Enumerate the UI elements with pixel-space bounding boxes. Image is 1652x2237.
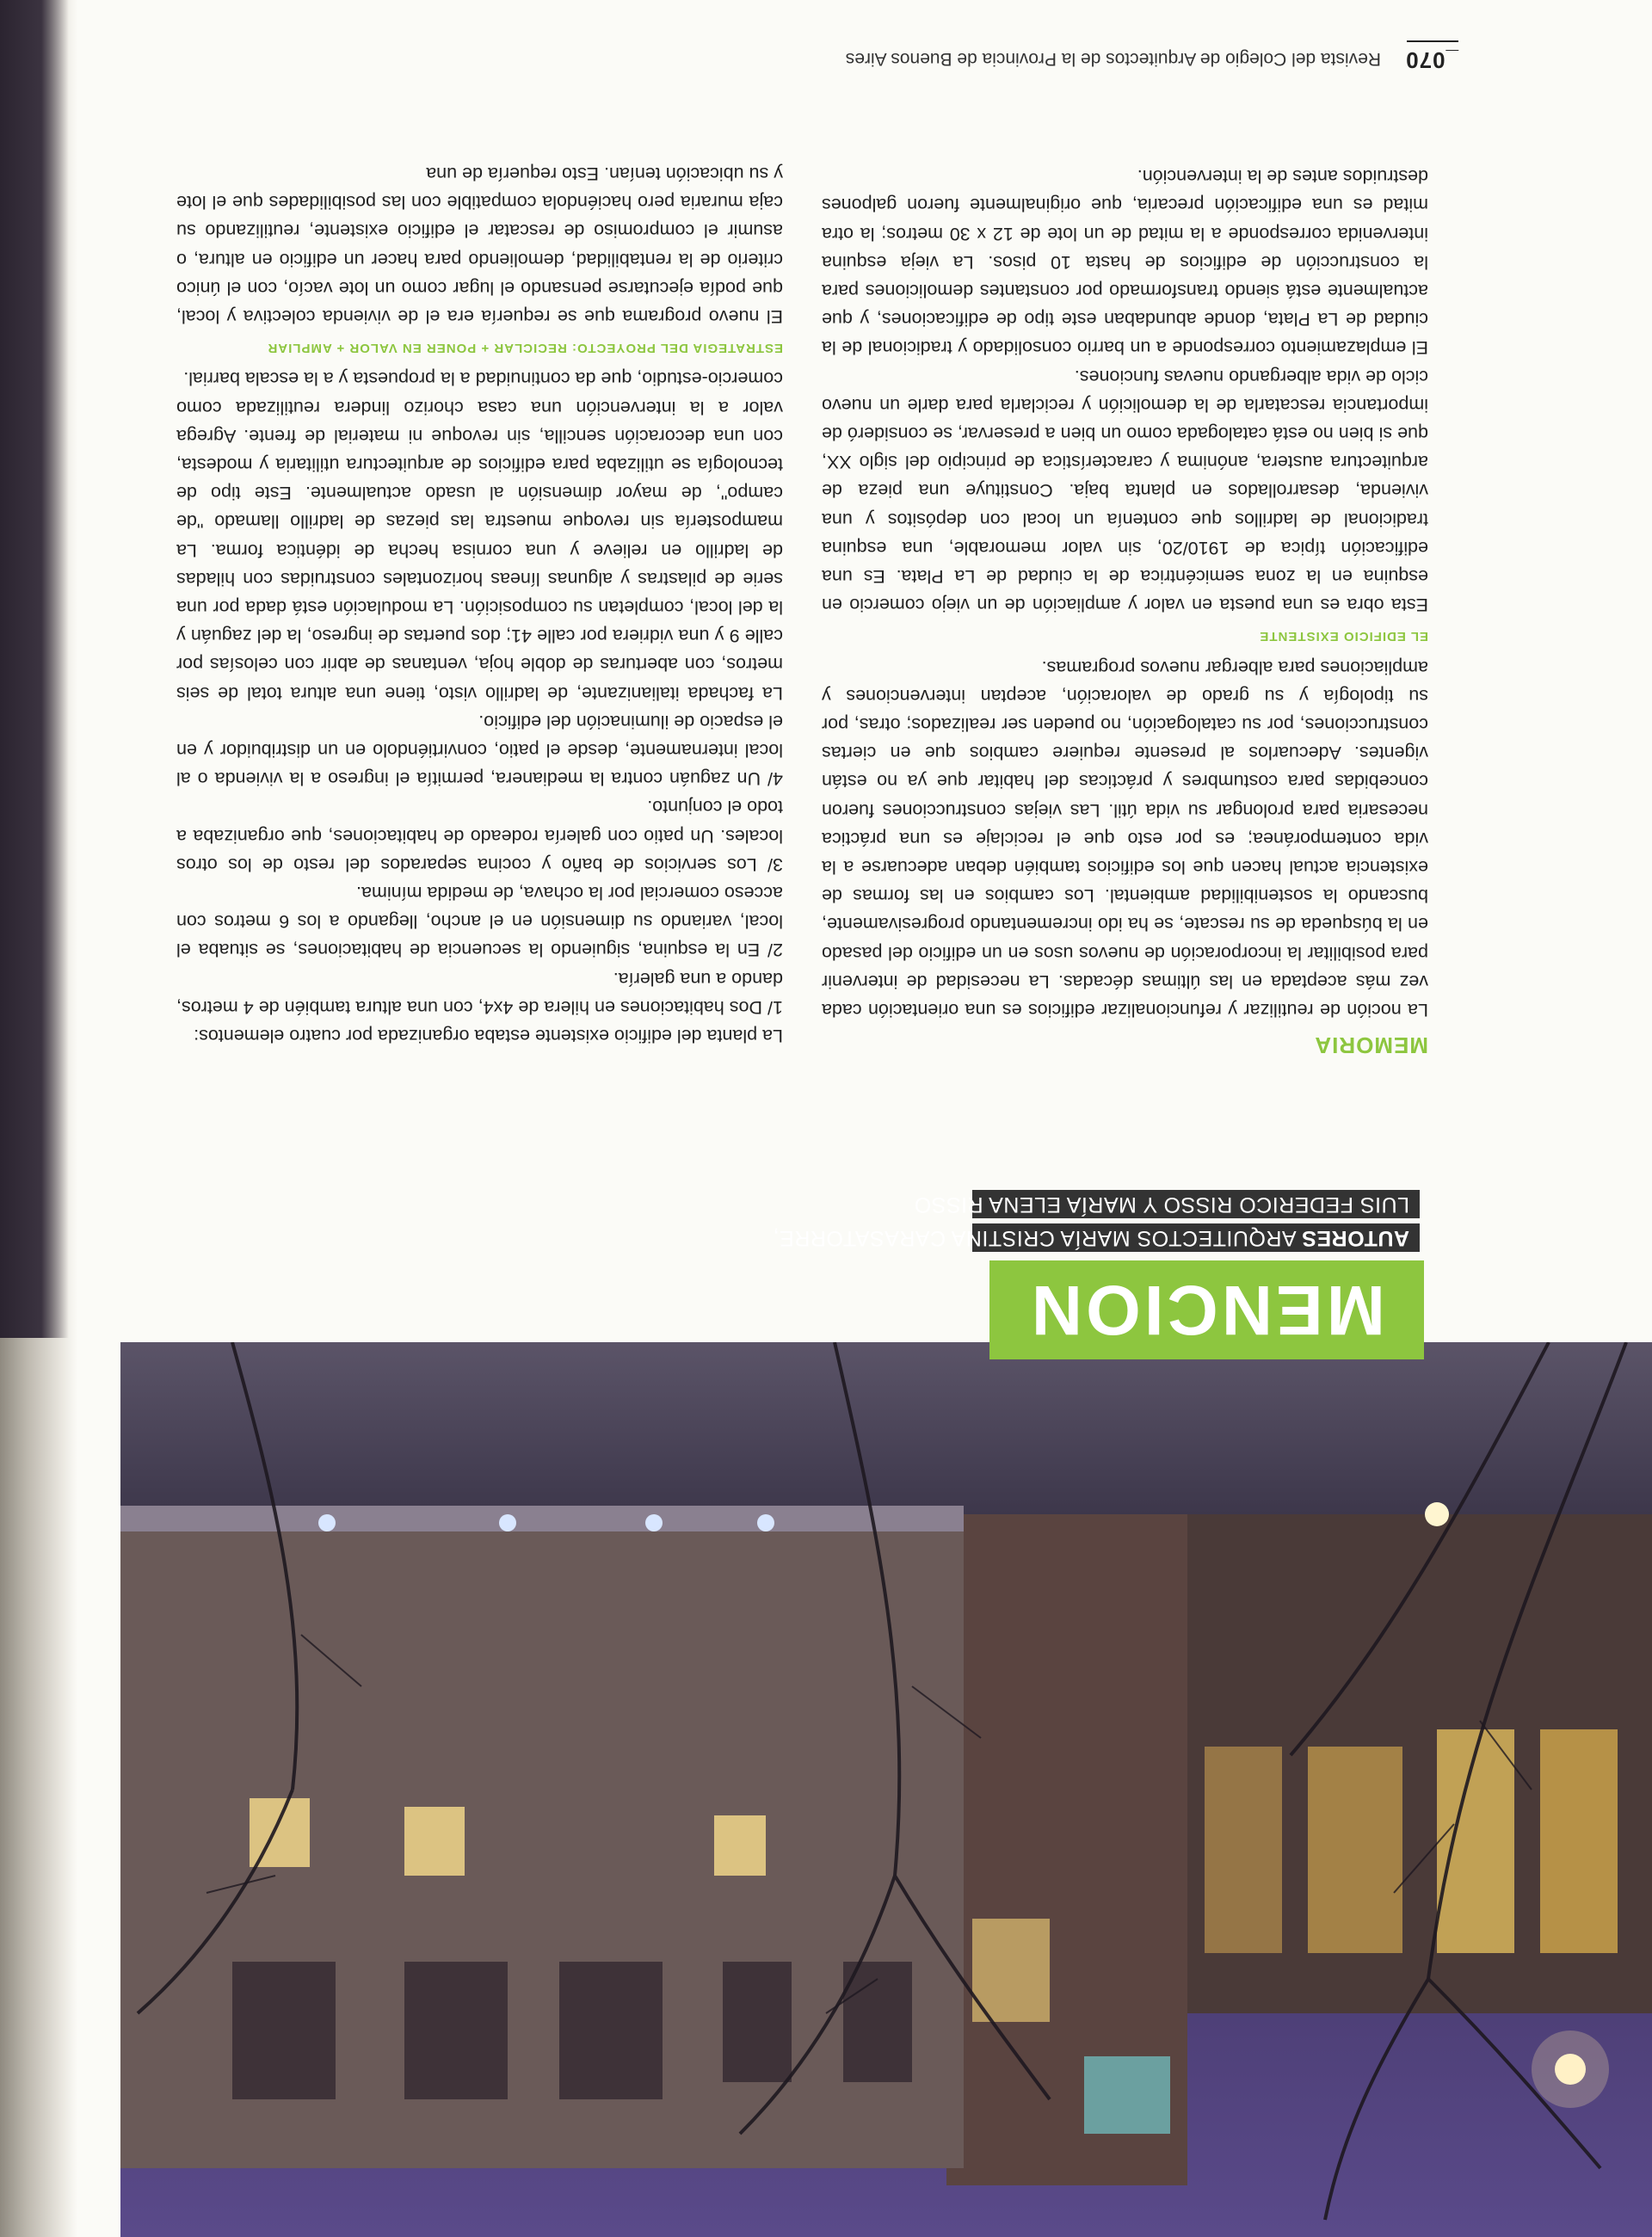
paragraph: La fachada italianizante, de ladrillo visto, tiene una altura total de seis metros, con aberturas de doble hoja, ventanas de abrir con celosías por calle 9 y una vidriera por calle 41; dos puertas de ingreso, la del zaguán y la del local, completan su composición. La modulación está dada por una serie de pilastras y algunas líneas horizontales construidas con hiladas de ladrillo en relieve y una cornisa hecha de idéntica forma. La mampostería sin revoque muestra las piezas de ladrillo llamado "de campo", de mayor dimensión al usado actualmente. Este tipo de tecnología se utilizaba para edificios de arquitectura utilitaria y modesta, con una decoración sencilla, sin revoque ni material de frente. Agrega valor a la intervención una casa chorizo lindera reutilizada como comercio-estudio, que da continuidad a la propuesta y a la escala barrial.: [176, 368, 783, 704]
night-building-image: [120, 1342, 1652, 2237]
authors-names-1: ARQUITECTOS MARÍA CRISTINA CARASATORRE,: [773, 1226, 1297, 1250]
header-rule: [1407, 40, 1458, 42]
paragraph: La planta del edificio existente estaba organizada por cuatro elementos:: [194, 1026, 783, 1046]
subheading: EL EDIFICIO EXISTENTE: [1259, 629, 1428, 644]
paragraph: El emplazamiento corresponde a un barrio consolidado y tradicional de la ciudad de La Plata, donde abundaban este tipo de edificaciones, y que actualmente está siendo transformado por constantes demoliciones para la construcción de edificios de hasta 10 pisos. La vieja esquina intervenida corresponde a la mitad de un lote de 12 x 30 metros; la otra mitad es una edificación precaria, que originalmente fueron galpones destruidos antes de la intervención.: [822, 166, 1428, 359]
mencion-badge: MENCION: [989, 1260, 1424, 1359]
text-column-right: [176, 159, 783, 1050]
list-item: 1/ Dos habitaciones en hilera de 4x4, con una altura también de 4 metros, dando a una galería.: [176, 968, 783, 1018]
authors-line-1: [773, 1223, 1420, 1252]
authors-line-2: LUIS FEDERICO RISSO Y MARÍA ELENA RISSO: [972, 1190, 1420, 1218]
list-item: 4/ Un zaguán contra la medianera, permitía el ingreso a la vivienda o al local internamente, desde el patio, convirtiéndolo en un distribuidor y en el espacio de iluminación del edificio.: [176, 711, 783, 790]
list-item: 2/ En la esquina, siguiendo la secuencia de habitaciones, se situaba el local, variando su dimensión en el ancho, llegando a los 6 metros con acceso comercial por la ochava, de medida mínima.: [176, 882, 783, 961]
list-item: 3/ Los servicios de baño y cocina separados del resto de los otros locales. Un patio con galería rodeado de habitaciones, que organizaba a todo el conjunto.: [176, 797, 783, 875]
authors-label: AUTORES: [1301, 1226, 1409, 1250]
paragraph: El nuevo programa que se requería era el de vivienda colectiva y local, que podía ejecutarse pensando el lugar como un lote vacío, con el único criterio de la rentabilidad, demoliendo para hacer un edificio en altura, o asumir el compromiso de rescatar el edificio existente, reutilizando su caja muraria pero haciéndola compatible con las posibilidades que el lote y su ubicación tenían. Esto requería de una: [176, 163, 783, 327]
paragraph: La noción de reutilizar y refuncionalizar edificios es una orientación cada vez más aceptada en las últimas décadas. La necesidad de intervenir para posibilitar la incorporación de nuevos usos en un edificio del pasado en la búsqueda de su rescate, se ha ido incrementando progresivamente, buscando la sostenibilidad ambiental. Los cambios en las formas de existencia actual hacen que los edificios también deban adecuarse a la vida contemporánea; es por esto que el reciclaje es una práctica necesaria para prolongar su vida útil. Las viejas construcciones fueron concebidas para costumbres y prácticas del habitar que ya no están vigentes. Adecuarlos al presente requiere cambios que en ciertas construcciones, por su catalogación, no pueden ser realizados; otras, por su tipología y su grado de valoración, aceptan intervenciones y ampliaciones para albergar nuevos programas.: [822, 656, 1428, 1020]
magazine-title: Revista del Colegio de Arquitectos de la Provincia de Buenos Aires: [845, 49, 1381, 69]
page-header: [280, 39, 1458, 73]
authors-block: [773, 1185, 1420, 1252]
subheading: ESTRATEGIA DEL PROYECTO: RECICLAR + PONER EN VALOR + AMPLIAR: [267, 341, 783, 356]
paragraph: Esta obra es una puesta en valor y ampliación de un viejo comercio en esquina en la zona semicéntrica de la ciudad de La Plata. Es una edificación típica de 1910/20, sin valor memorable, una esquina tradicional de ladrillos que contenía un local con depósitos y una vivienda, desarrollados en planta baja. Constituye una pieza de arquitectura austera, anónima y característica de principio del siglo XX, que si bien no está catalogada como un bien a preservar, se consideró de importancia rescatarla de la demolición y reciclarla para darle un nuevo ciclo de vida albergando nuevas funciones.: [822, 366, 1428, 616]
page-gutter-photo: [0, 0, 69, 1338]
text-column-left: [822, 162, 1428, 1024]
page-number: _070: [1405, 47, 1458, 73]
section-title: MEMORIA: [1314, 1032, 1428, 1058]
building-photo: [120, 1342, 1652, 2237]
